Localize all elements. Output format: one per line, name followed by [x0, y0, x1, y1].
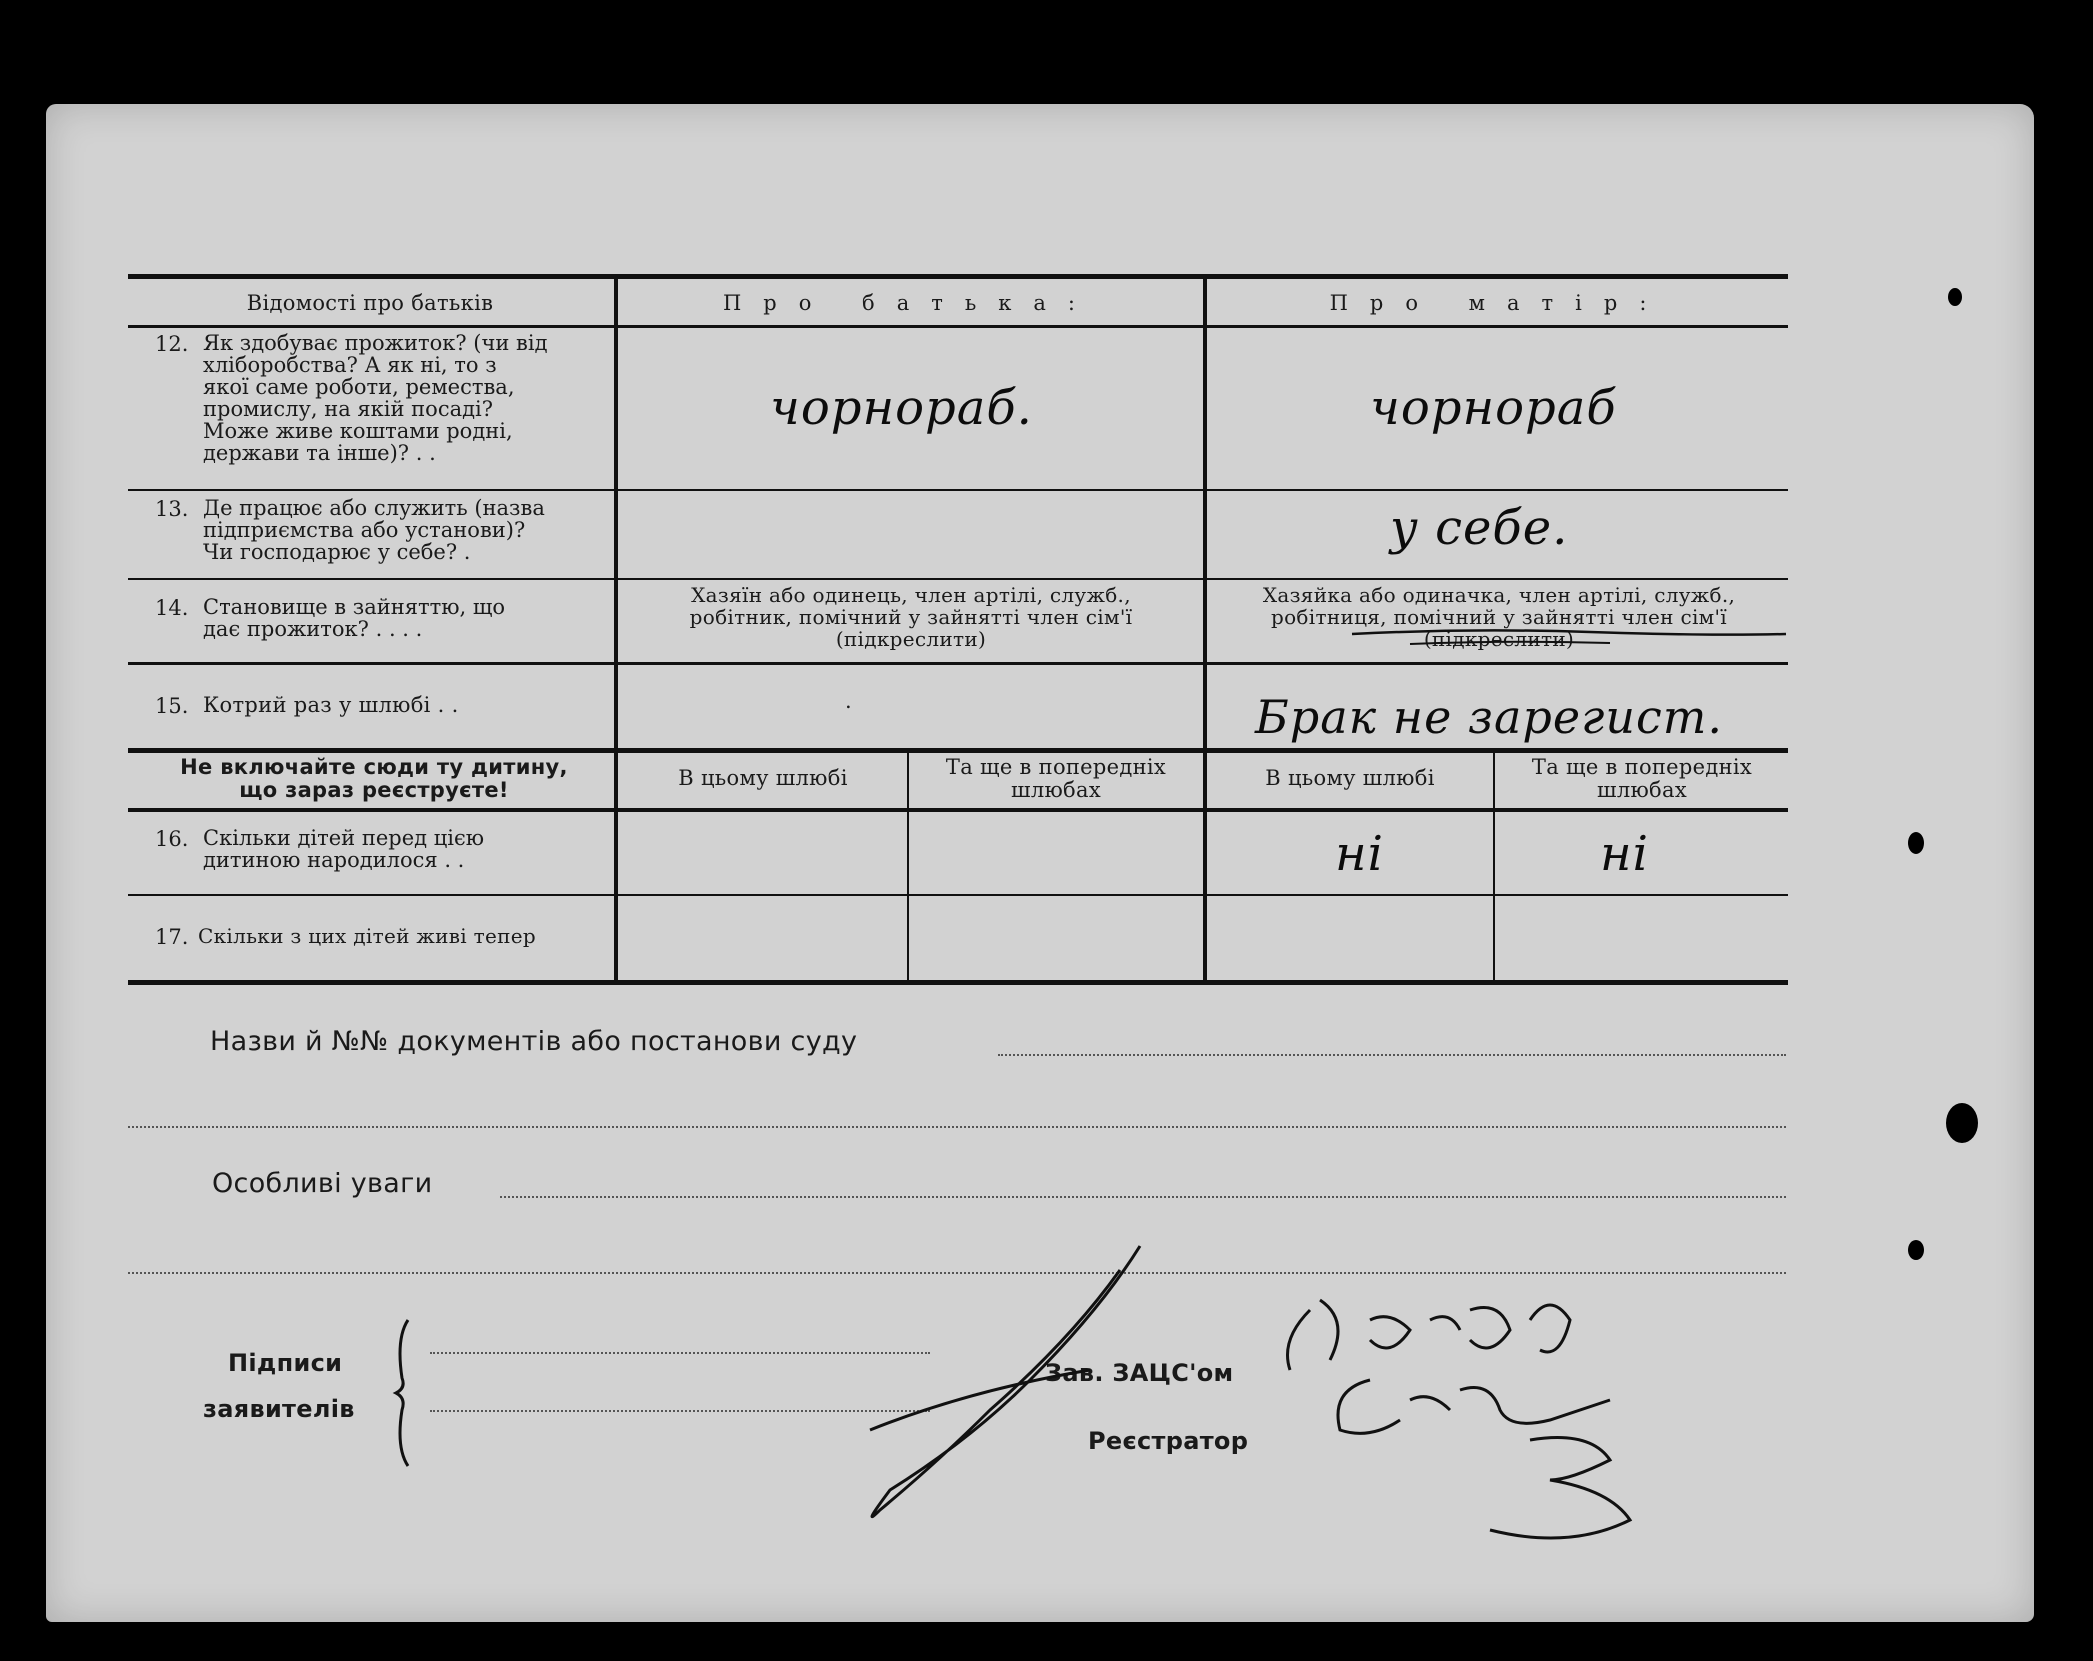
applicants-brace [392, 1318, 416, 1468]
father-this-marriage-header: В цьому шлюбі [678, 766, 848, 790]
father-previous-line: шлюбах [1011, 778, 1101, 802]
q14-father-options [620, 584, 1202, 650]
q12-question [203, 332, 603, 464]
father-previous-marriages-header [910, 756, 1202, 802]
q12-line: промислу, на якій посаді? [203, 397, 494, 421]
q14-father-line: робітник, помічний у зайнятті член сім'ї [689, 605, 1133, 629]
punch-hole [1946, 1103, 1978, 1143]
punch-hole [1948, 288, 1962, 306]
father-previous-line: Та ще в попередніх [945, 755, 1167, 779]
row15-rule [128, 748, 1788, 753]
q14-mother-line: (підкреслити) [1423, 627, 1575, 651]
punch-hole [1908, 832, 1924, 854]
q14-father-line: Хазяїн або одинець, член артілі, служб., [691, 583, 1131, 607]
documents-line-1 [998, 1054, 1786, 1056]
table-bottom-rule [128, 980, 1788, 985]
q15-mother-answer: Брак не зарегист. [1255, 690, 1723, 744]
q14-mother-line: робітниця, помічний у зайнятті член сім'ї [1270, 605, 1727, 629]
punch-hole [1908, 1240, 1924, 1260]
q15-father-answer: . [845, 689, 852, 713]
handwritten-signatures [850, 1230, 1730, 1570]
q15-number: 15. [155, 694, 189, 718]
children-warning [140, 756, 608, 802]
q12-line: Як здобуває прожиток? (чи від [203, 331, 548, 355]
q16-number: 16. [155, 827, 189, 851]
q13-line: Де працює або служить (назва [203, 496, 545, 520]
head-of-registry-label: Зав. ЗАЦС'ом [1045, 1359, 1234, 1387]
row12-rule [128, 489, 1788, 491]
header-father-label: Про батька: [722, 291, 1097, 315]
q14-number: 14. [155, 596, 189, 620]
q14-line: Становище в зайняттю, що [203, 595, 506, 619]
q14-line: дає прожиток? . . . . [203, 617, 423, 641]
header-rule [128, 325, 1788, 328]
header-info-label: Відомості про батьків [246, 291, 494, 315]
q12-father-answer: чорнораб. [770, 380, 1033, 436]
q16-mother-this-answer: ні [1335, 826, 1384, 882]
q12-number: 12. [155, 332, 189, 356]
row14-rule [128, 662, 1788, 665]
q12-line: хліборобства? А як ні, то з [203, 353, 497, 377]
q13-line: Чи господарює у себе? . [203, 540, 471, 564]
q13-number: 13. [155, 497, 189, 521]
col-divider-1 [614, 279, 618, 982]
q16-question [203, 827, 603, 871]
table-top-rule [128, 274, 1788, 279]
col-divider-mother-sub [1493, 752, 1495, 982]
q17-number: 17. [155, 925, 189, 949]
q16-line: Скільки дітей перед цією [203, 826, 485, 850]
documents-line-2 [128, 1126, 1786, 1128]
mother-previous-line: шлюбах [1597, 778, 1687, 802]
q12-line: держави та інше)? . . [203, 441, 436, 465]
mother-previous-line: Та ще в попередніх [1531, 755, 1753, 779]
mother-this-marriage-header: В цьому шлюбі [1265, 766, 1435, 790]
q14-mother-line: Хазяйка або одиначка, член артілі, служб., [1262, 583, 1736, 607]
q16-line: дитиною народилося . . [203, 848, 465, 872]
applicants-label-1: Підписи [228, 1349, 343, 1377]
header-mother-label: Про матір: [1329, 291, 1669, 315]
row16-rule [128, 894, 1788, 896]
q12-line: якої саме роботи, ремества, [203, 375, 515, 399]
children-warning-line: що зараз реєструєте! [239, 778, 509, 802]
q12-line: Може живе коштами родні, [203, 419, 513, 443]
children-warning-line: Не включайте сюди ту дитину, [180, 755, 568, 779]
q14-question [203, 596, 603, 640]
q17-question: Скільки з цих дітей живі тепер [198, 924, 536, 948]
q16-mother-previous-answer: ні [1600, 826, 1649, 882]
q13-question [203, 497, 603, 563]
notes-label: Особливі уваги [212, 1168, 433, 1199]
q14-father-line: (підкреслити) [835, 627, 987, 651]
mother-previous-marriages-header [1496, 756, 1788, 802]
documents-label: Назви й №№ документів або постанови суду [210, 1026, 858, 1057]
q14-handwritten-underline [1350, 618, 1790, 648]
children-header-rule [128, 808, 1788, 812]
col-divider-2 [1203, 279, 1207, 982]
col-divider-father-sub [907, 752, 909, 982]
registrar-label: Реєстратор [1088, 1427, 1249, 1455]
q13-mother-answer: у себе. [1390, 500, 1569, 556]
q15-question: Котрий раз у шлюбі . . [203, 693, 459, 717]
q13-line: підприємства або установи)? [203, 518, 526, 542]
notes-line-1 [500, 1196, 1786, 1198]
q12-mother-answer: чорнораб [1370, 380, 1617, 436]
applicants-label-2: заявителів [203, 1395, 355, 1423]
row13-rule [128, 578, 1788, 580]
